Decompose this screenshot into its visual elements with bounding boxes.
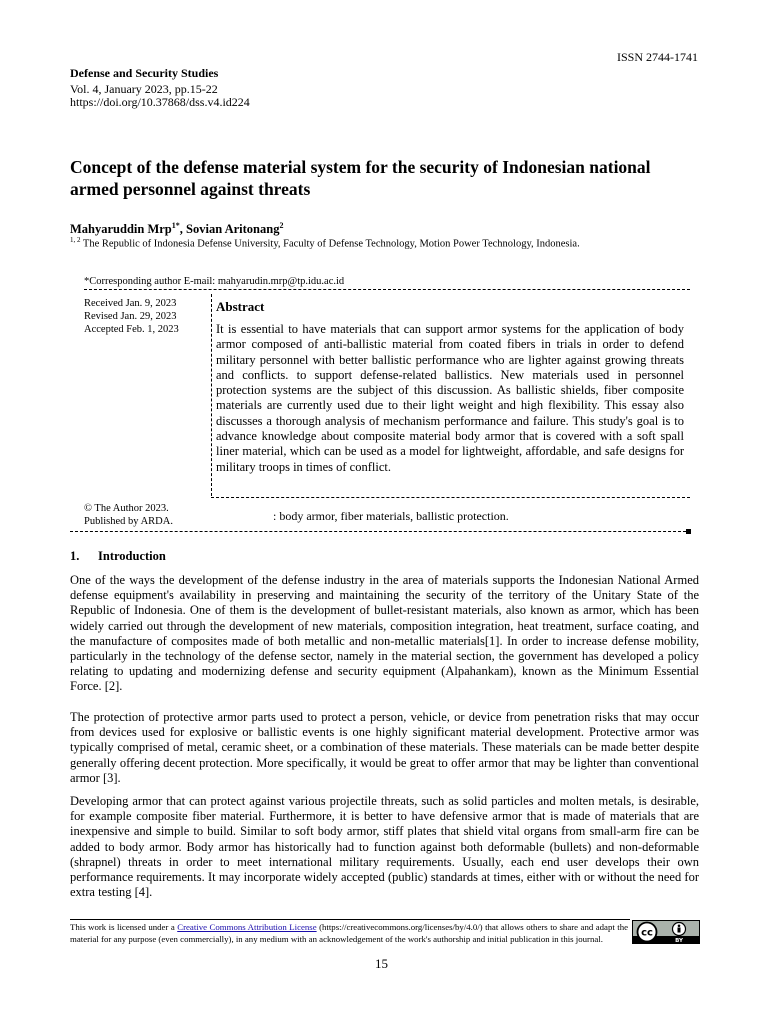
received-date: Received Jan. 9, 2023 xyxy=(84,298,177,309)
issn-label: ISSN 2744-1741 xyxy=(616,50,698,64)
license-suffix: (https://creativecommons.org/licenses/by/4.0/) that allows others to share and adapt the material for any purpose (even commercially), in any medium with an acknowledgement of the work's authorship and initial publication in this journal. xyxy=(70,922,629,944)
section-title: Introduction xyxy=(98,549,166,563)
author-name: Sovian Aritonang xyxy=(186,222,280,237)
affiliation-superscript: 1, 2 xyxy=(70,236,81,244)
author-list xyxy=(70,221,283,237)
section-heading xyxy=(70,549,166,564)
doi-link[interactable]: https://doi.org/10.37868/dss.v4.id224 xyxy=(70,95,250,109)
cc-text: cc xyxy=(641,927,653,939)
license-prefix: This work is licensed under a xyxy=(70,922,178,932)
affiliation xyxy=(70,236,580,250)
publisher-line: Published by ARDA. xyxy=(84,516,173,527)
cc-by-license-icon[interactable] xyxy=(632,920,700,944)
revised-date: Revised Jan. 29, 2023 xyxy=(84,311,177,322)
journal-name: Defense and Security Studies xyxy=(70,66,219,80)
author-separator: , xyxy=(179,222,187,237)
keywords: : body armor, fiber materials, ballistic protection. xyxy=(273,509,509,523)
section-number: 1. xyxy=(70,549,80,563)
page-number: 15 xyxy=(375,956,388,971)
corresponding-author: *Corresponding author E-mail: mahyarudin.mrp@tp.idu.ac.id xyxy=(84,276,345,287)
copyright-line: © The Author 2023. xyxy=(84,503,169,514)
affiliation-text: The Republic of Indonesia Defense University, Faculty of Defense Technology, Motion Power Technology, Indonesia. xyxy=(80,238,580,250)
paper-title: Concept of the defense material system for the security of Indonesian national armed personnel against threats xyxy=(70,157,651,199)
author-name: Mahyaruddin Mrp xyxy=(70,222,172,237)
license-link[interactable]: Creative Commons Attribution License xyxy=(177,922,317,932)
body-paragraph: The protection of protective armor parts used to protect a person, vehicle, or device from penetration risks that may occur from devices used for explosive or ballistic events is one highly significant material development. Protective armor was typically comprised of metal, ceramic sheet, or a combination of these materials. These materials can be made better despite generally offering decent protection. More specifically, it would be great to offer armor that may be lighter than conventional armor [3]. xyxy=(70,710,699,785)
abstract-heading: Abstract xyxy=(216,299,265,314)
volume-info: Vol. 4, January 2023, pp.15-22 xyxy=(70,82,218,96)
author-superscript: 1* xyxy=(171,221,180,230)
article-dates xyxy=(84,297,179,336)
accepted-date: Accepted Feb. 1, 2023 xyxy=(84,324,179,335)
copyright-notice xyxy=(84,502,173,528)
body-paragraph: Developing armor that can protect against various projectile threats, such as solid particles and molten metals, is desirable, for example composite fiber material. Furthermore, it is better to have defensive armor that is made of materials that are inexpensive and simple to build. Similar to soft body armor, stiff plates that shield vital organs from small-arm fire can be added to body armor. Body armor has historically had to function against both deformable (bullets) and non-deformable (shrapnel) threats in order to meet international military requirements. Usually, each end user develops their own performance requirements. It may incorporate widely accepted (public) standards at times, either with or without the need for extra testing [4]. xyxy=(70,794,699,900)
divider xyxy=(84,289,690,290)
divider xyxy=(211,497,690,498)
author-superscript: 2 xyxy=(279,221,284,230)
section-end-marker xyxy=(686,529,691,534)
divider xyxy=(211,294,212,496)
body-paragraph: One of the ways the development of the defense industry in the area of materials supports the Indonesian National Armed defense equipment's availability in preserving and maintaining the security of the territory of the Unitary State of the Republic of Indonesia. One of them is the development of bullet-resistant materials, also known as armor, which has been widely carried out through the development of new materials, composition integration, heat treatment, surface coating, and the manufacture of composites made of both metallic and non-metallic materials[1]. In order to increase defense mobility, particularly in the technology of the defense sector, namely in the material section, the government has developed a policy relating to updating and modernizing defense and security equipment (Alpahankam), known as the Minimum Essential Force. [2]. xyxy=(70,573,699,694)
divider xyxy=(70,531,686,532)
by-text: BY xyxy=(675,938,683,943)
license-footnote xyxy=(70,922,628,945)
footer-rule xyxy=(70,919,630,920)
abstract-text: It is essential to have materials that can support armor systems for the application of body armor composed of anti-ballistic material from coated fibers in trials in order to defend military personnel with better ballistic performance who are lighter against growing threats and conflicts. to support defense-related ballistics. New materials used in personnel protection systems are the subject of this discussion. As ballistic shields, fiber composite materials are currently used due to their light weight and high flexibility. This essay also discusses a thorough analysis of mechanism performance and failure. This study's goal is to advance knowledge about composite material body armor that is covered with a soft spall liner material, which can be used as a model for lightweight, affordable, and safe designs for military troops in times of conflict. xyxy=(216,322,684,474)
